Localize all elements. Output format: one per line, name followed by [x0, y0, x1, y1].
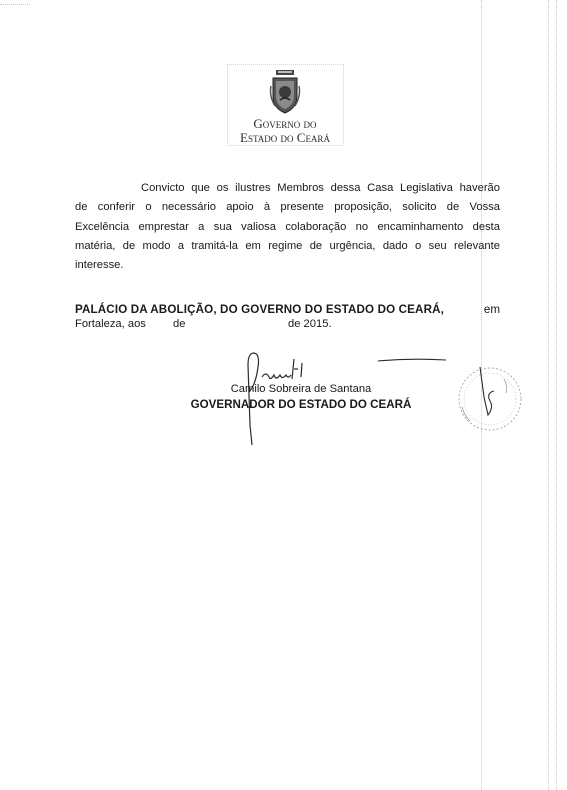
paragraph-line: [75, 179, 500, 198]
scan-artifact-line: [0, 4, 30, 5]
paragraph-line: matéria, de modo a tramitá-la em regime de urgência, dado o seu relevante: [75, 239, 500, 252]
closing-year: de 2015.: [288, 318, 332, 330]
handwritten-signature: [236, 345, 456, 445]
signatory-name: Camilo Sobreira de Santana: [230, 383, 372, 395]
scan-artifact-line: [548, 0, 549, 790]
paragraph-line-text: Convicto que os ilustres Membros dessa Casa Legislativa haverão: [141, 182, 500, 194]
closing-city: Fortaleza, aos: [75, 318, 146, 330]
coat-of-arms-icon: [269, 70, 301, 114]
paragraph-line: de conferir o necessário apoio à presente proposição, solicito de Vossa: [75, 201, 500, 214]
closing-line: [75, 302, 500, 317]
paragraph-line: interesse.: [75, 259, 124, 272]
closing-de: de: [173, 318, 186, 330]
body-paragraph: [75, 179, 500, 275]
paragraph-line: Excelência emprestar a sua valiosa colaboração no encaminhamento desta: [75, 220, 500, 233]
scan-artifact-line: [556, 0, 557, 790]
closing-em: em: [483, 303, 500, 316]
letterhead-line2: Estado do Ceará: [240, 130, 330, 145]
letterhead-line1: Governo do: [253, 116, 317, 131]
page-stamp-icon: [450, 363, 525, 435]
palace-heading: PALÁCIO DA ABOLIÇÃO, DO GOVERNO DO ESTADO DO CEARÁ,: [75, 303, 444, 316]
signatory-title: GOVERNADOR DO ESTADO DO CEARÁ: [190, 398, 412, 411]
